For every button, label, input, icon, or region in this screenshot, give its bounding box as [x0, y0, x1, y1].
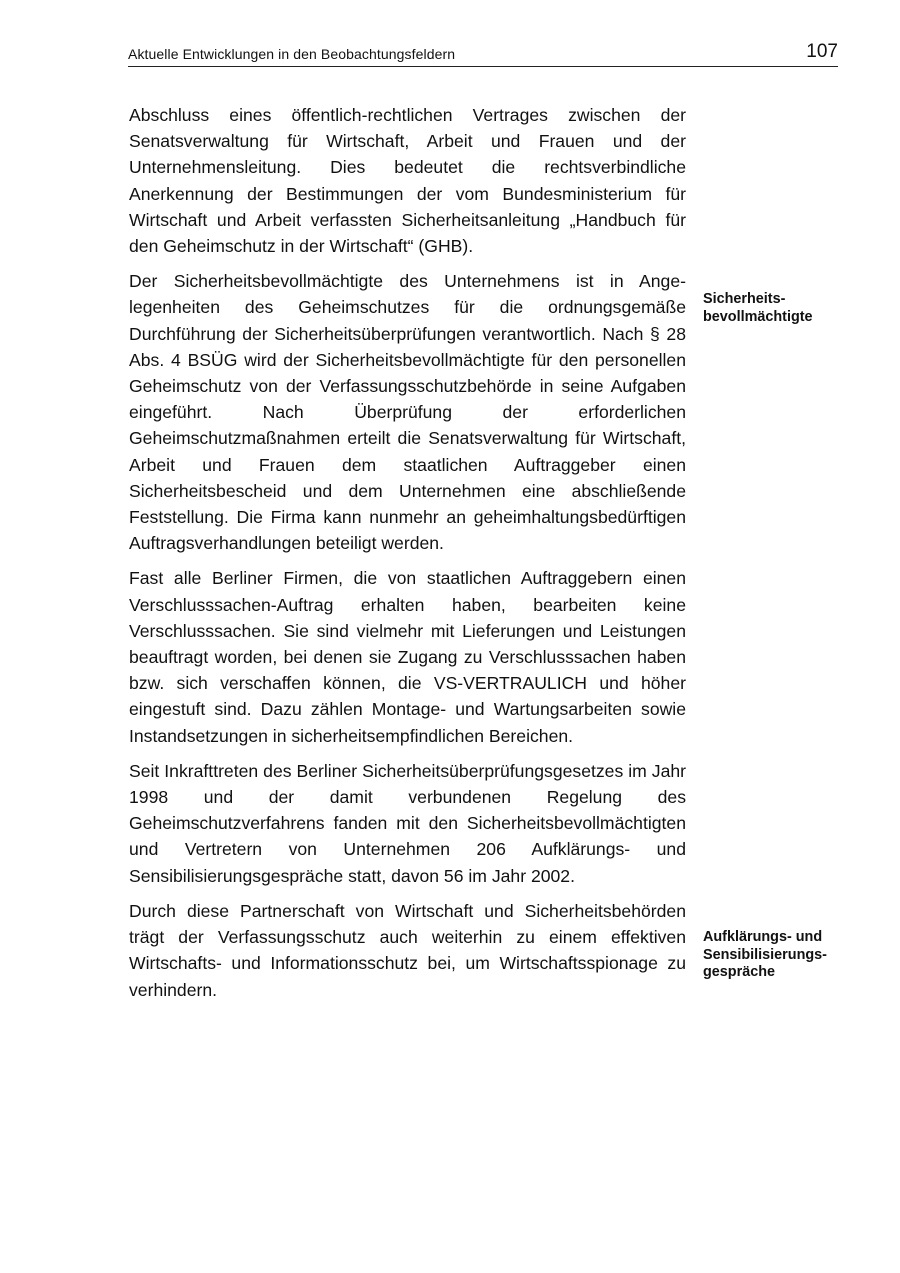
margin-note-aufklaerungsgespraeche: Aufklärungs- und Sensibilisierungs- gespräche — [703, 929, 827, 980]
running-header — [128, 38, 838, 67]
paragraph: Der Sicherheitsbevollmächtigte des Unternehmens ist in Angelegenheiten des Geheimschutzes für die ordnungsgemäße Durchführung der Sicherheitsüberprüfungen verantwortlich. Nach § 28 Abs. 4 BSÜG wird der Sicherheitsbevollmächtigte für den personellen Geheimschutz von der Verfassungsschutzbehörde in seine Aufgaben eingeführt. Nach Überprüfung der erforderlichen Geheimschutzmaßnahmen erteilt die Senatsverwaltung für Wirtschaft, Arbeit und Frauen dem staatlichen Auftraggeber einen Sicherheitsbescheid und dem Unternehmen eine abschließende Feststellung. Die Firma kann nunmehr an geheimhaltungsbedürftigen Auftragsverhandlungen beteiligt werden. — [129, 271, 686, 554]
page-number: 107 — [806, 41, 838, 62]
margin-note-sicherheitsbevollmaechtigte: Sicherheits- bevollmächtigte — [703, 291, 813, 325]
paragraph: Seit Inkrafttreten des Berliner Sicherheitsüberprüfungsgesetzes im Jahr 1998 und der damit verbundenen Regelung des Geheimschutzverfahrens fanden mit den Sicherheitsbevollmächtigten und Vertretern von Unternehmen 206 Aufklärungs- und Sensibilisierungsgespräche statt, davon 56 im Jahr 2002. — [129, 760, 686, 886]
body-text — [129, 102, 686, 1012]
paragraph: Fast alle Berliner Firmen, die von staatlichen Auftraggebern einen Verschlusssachen-Auftrag erhalten haben, bearbeiten keine Verschlusssachen. Sie sind vielmehr mit Lieferungen und Leistungen beauftragt worden, bei denen sie Zugang zu Verschlusssachen haben bzw. sich verschaffen können, die VS-VERTRAULICH und höher eingestuft sind. Dazu zählen Montage- und Wartungsarbeiten sowie Instandsetzungen in sicherheitsempfindlichen Bereichen. — [129, 568, 686, 746]
running-header-title: Aktuelle Entwicklungen in den Beobachtungsfeldern — [128, 46, 456, 62]
paragraph: Durch diese Partnerschaft von Wirtschaft und Sicherheitsbehörden trägt der Verfassungsschutz auch weiterhin zu einem effektiven Wirtschafts- und Informationsschutz bei, um Wirtschaftsspionage zu verhindern. — [129, 900, 686, 1000]
paragraph: Abschluss eines öffentlich-rechtlichen Vertrages zwischen der Senatsverwaltung für Wirtschaft, Arbeit und Frauen und der Unternehmensleitung. Dies bedeutet die rechtsverbindliche Anerkennung der Bestimmungen der vom Bundesministerium für Wirtschaft und Arbeit verfassten Sicherheitsanleitung „Handbuch für den Geheimschutz in der Wirtschaft“ (GHB). — [129, 105, 686, 257]
